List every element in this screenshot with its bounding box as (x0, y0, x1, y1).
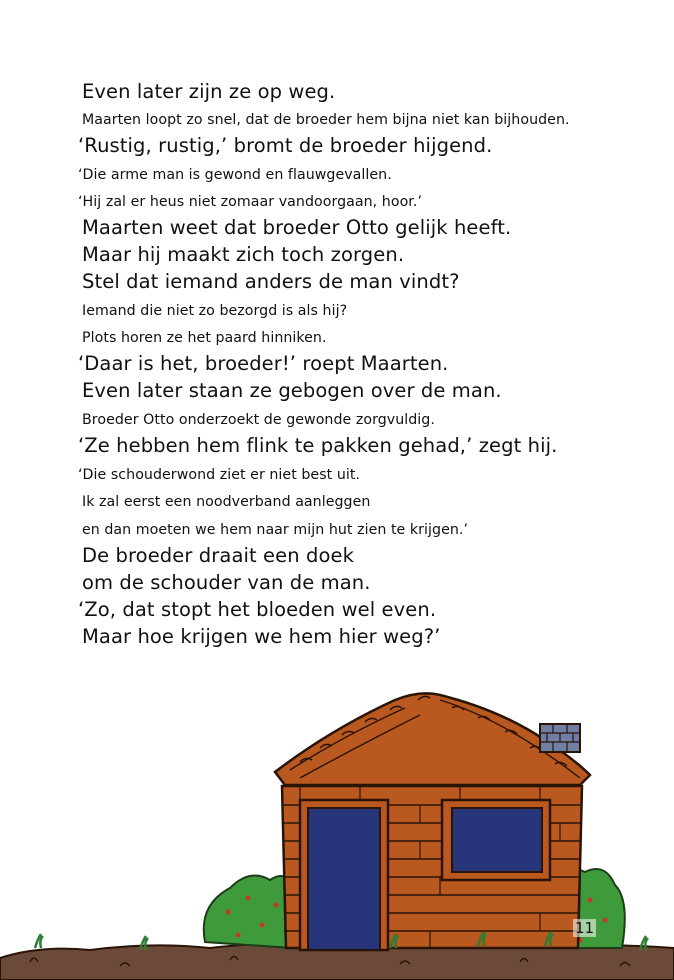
story-line: Broeder Otto onderzoekt de gewonde zorgvuldig. (82, 412, 435, 428)
hut-window (442, 800, 550, 880)
story-line: Maarten weet dat broeder Otto gelijk heeft. (82, 216, 512, 239)
left-bush (204, 876, 292, 949)
story-line: en dan moeten we hem naar mijn hut zien te krijgen.’ (82, 522, 469, 538)
story-line: ‘Zo, dat stopt het bloeden wel even. (78, 598, 437, 621)
story-line: Even later zijn ze op weg. (82, 80, 336, 103)
story-line: Maar hoe krijgen we hem hier weg?’ (82, 625, 441, 648)
story-line: Plots horen ze het paard hinniken. (82, 330, 327, 346)
story-line: ‘Daar is het, broeder!’ roept Maarten. (78, 352, 449, 375)
story-line: ‘Hij zal er heus niet zomaar vandoorgaan, hoor.’ (78, 194, 422, 210)
chimney (540, 724, 580, 752)
story-line: ‘Die arme man is gewond en flauwgevallen. (78, 167, 392, 183)
hut-door (300, 800, 388, 950)
story-line: Maar hij maakt zich toch zorgen. (82, 243, 405, 266)
story-line: De broeder draait een doek (82, 544, 355, 567)
page-number: 11 (575, 919, 595, 937)
story-line: om de schouder van de man. (82, 571, 371, 594)
story-line: Iemand die niet zo bezorgd is als hij? (82, 303, 348, 319)
story-line: ‘Rustig, rustig,’ bromt de broeder hijgend. (78, 134, 493, 157)
story-line: ‘Ze hebben hem flink te pakken gehad,’ zegt hij. (78, 434, 558, 457)
story-line: ‘Die schouderwond ziet er niet best uit. (78, 467, 361, 483)
story-line: Ik zal eerst een noodverband aanleggen (82, 494, 371, 510)
story-line: Maarten loopt zo snel, dat de broeder hem bijna niet kan bijhouden. (82, 112, 570, 128)
story-line: Stel dat iemand anders de man vindt? (82, 270, 460, 293)
story-line: Even later staan ze gebogen over de man. (82, 379, 502, 402)
